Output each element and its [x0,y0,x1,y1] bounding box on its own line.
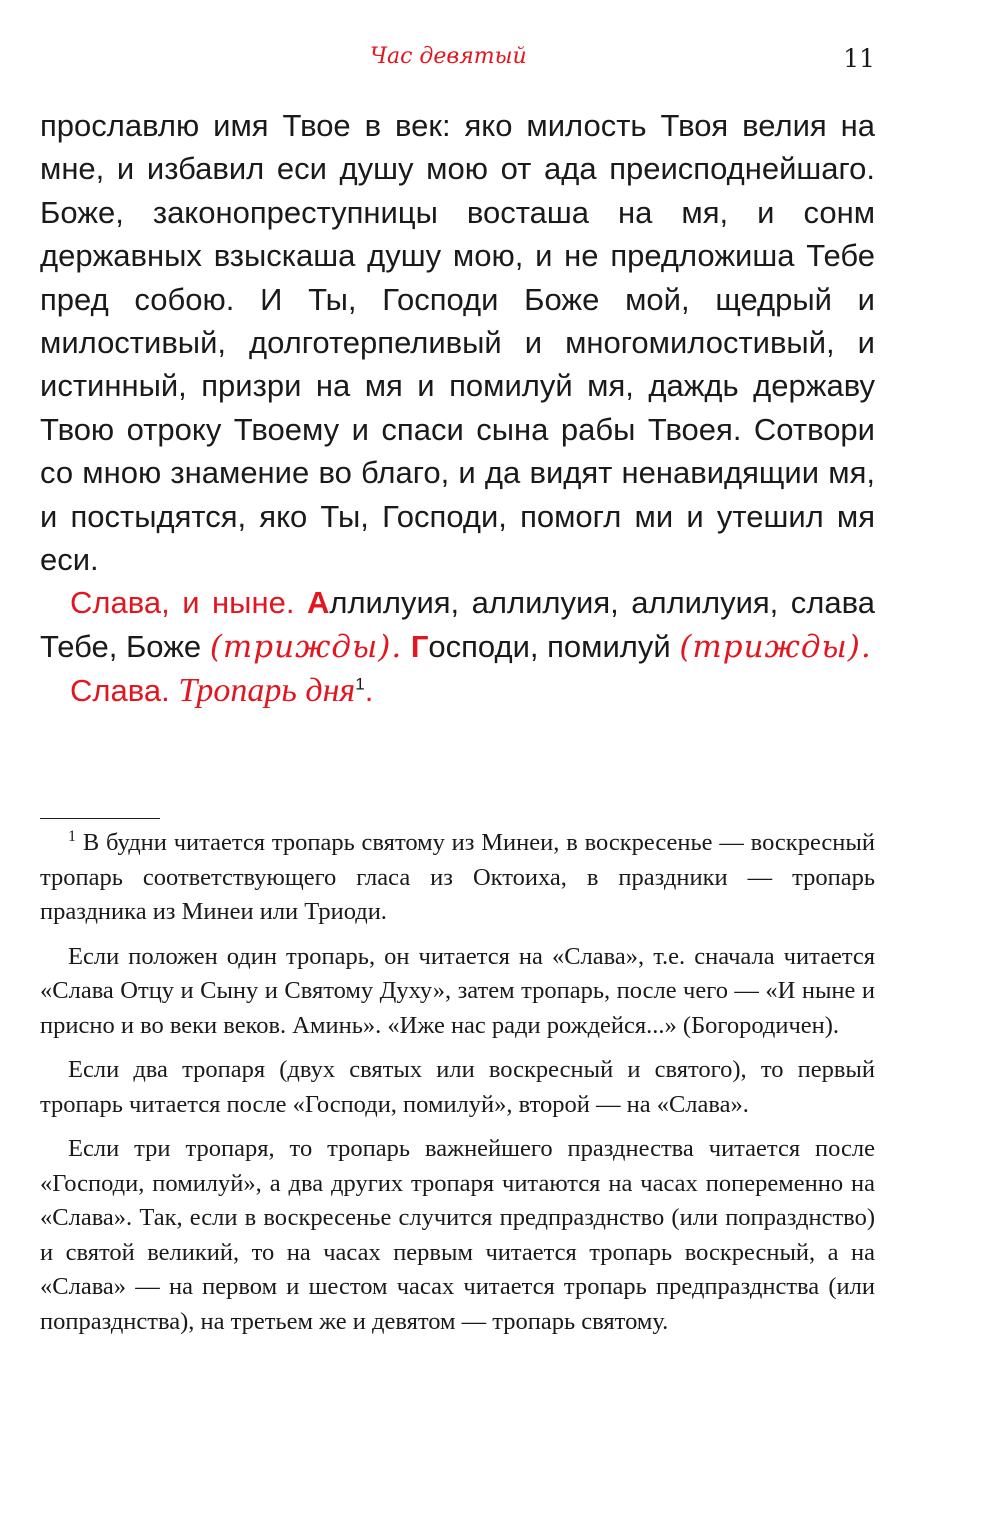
drop-initial-g: Г [410,628,429,664]
main-text [40,104,875,713]
page-number: 11 [843,44,875,73]
book-page [40,0,960,1524]
lord-have-mercy-text: осподи, помилуй [428,628,671,664]
rubric-thrice-2: (трижды). [679,628,872,665]
rubric-glory: Слава. [70,673,170,709]
footnote-number: 1 [68,827,76,845]
footnote-1-para-2: Если положен один тропарь, он читается на «Слава», т.е. сначала читается «Слава Отцу и Сыну и Святому Духу», затем тропарь, после чего — «И ныне и присно и во веки веков. Аминь». «Иже нас ради рождейся...» (Богородичен). [40,942,875,1039]
rubric-troparion-of-day: Тропарь дня [178,672,356,710]
footnote-1-para-4: Если три тропаря, то тропарь важнейшего празднества читается после «Господи, помилуй», а два других тропаря читаются на часах попеременно на «Слава». Так, если в воскресенье случится предпразднство (или попразднство) и святой великий, то на часах первым читается тропарь воскресный, а на «Слава» — на первом и шестом часах читается тропарь предпразднства (или попразднства), на третьем же и девятом — тропарь святому. [40,1135,875,1335]
running-title: Час девятый [370,44,527,69]
footnote-1-para-3: Если два тропаря (двух святых или воскресный и святого), то первый тропарь читается после «Господи, помилуй», второй — на «Слава». [40,1056,875,1118]
alleluia-text: ллилуия, аллилуия, аллилуия, слава Тебе, Боже [40,585,875,664]
psalm-paragraph: прославлю имя Твое в век: яко милость Твоя велия на мне, и избавил еси душу мою от ада преисподнейшаго. Боже, законопреступницы восташа на мя, и сонм державных взыскаша душу мою, и не предложиша Тебе пред собою. И Ты, Господи Боже мой, щедрый и милостивый, долготерпеливый и многомилостивый, и истинный, призри на мя и помилуй мя, даждь державу Твою отроку Твоему и спаси сына рабы Твоея. Сотвори со мною знамение во благо, и да видят ненавидящии мя, и постыдятся, яко Ты, Господи, помогл ми и утешил мя еси. [40,108,875,578]
running-header [40,44,875,80]
rubric-glory-and-now: Слава, и ныне. [70,585,295,621]
drop-initial-a: А [306,585,330,621]
rubric-thrice-1: (трижды). [209,628,403,665]
glory-paragraph [40,581,875,669]
troparion-paragraph [40,669,875,712]
troparion-period: . [364,673,374,709]
footnote-reference: 1 [355,674,365,694]
footnote-1-text: В будни читается тропарь святому из Минеи, в воскресенье — воскресный тропарь соответствующего гласа из Октоиха, в праздники — тропарь праздника из Минеи или Триоди. [40,829,875,925]
footnote-rule [40,818,160,819]
footnotes [40,826,875,1349]
footnote-1 [40,826,875,930]
